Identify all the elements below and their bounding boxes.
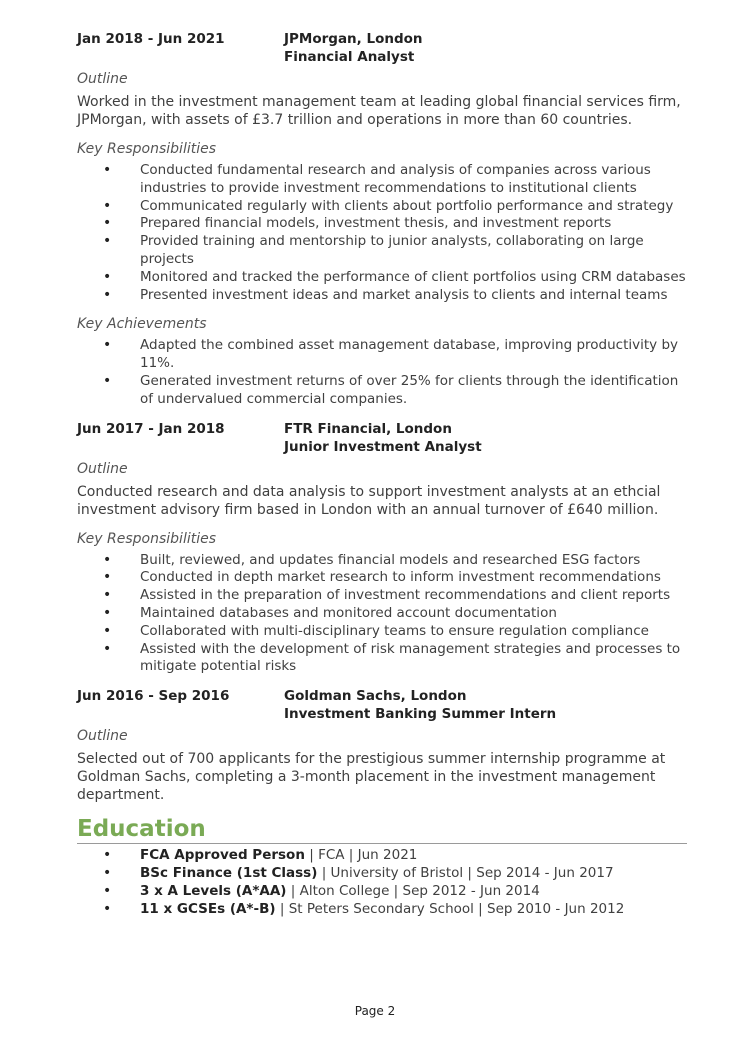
list-item: • Communicated regularly with clients about portfolio performance and strategy — [77, 198, 687, 216]
list-item: • Assisted with the development of risk management strategies and processes to mitigate potential risks — [77, 641, 687, 677]
list-item: • Provided training and mentorship to junior analysts, collaborating on large projects — [77, 233, 687, 269]
qualification-detail: | St Peters Secondary School | Sep 2010 - Jun 2012 — [275, 900, 625, 917]
qualification-name: 3 x A Levels (A*AA) — [140, 882, 287, 899]
job-entry — [77, 30, 687, 409]
list-item — [77, 847, 687, 865]
list-item: • Collaborated with multi-disciplinary teams to ensure regulation compliance — [77, 623, 687, 641]
job-employer: Goldman Sachs, London — [284, 688, 467, 705]
list-item: • Conducted in depth market research to inform investment recommendations — [77, 569, 687, 587]
list-item: • Monitored and tracked the performance of client portfolios using CRM databases — [77, 269, 687, 287]
cv-page — [77, 30, 687, 918]
qualification-name: 11 x GCSEs (A*-B) — [140, 900, 276, 917]
outline-text: Selected out of 700 applicants for the prestigious summer internship programme at Goldman Sachs, completing a 3-month placement in the investment management department. — [77, 751, 666, 804]
responsibilities-label: Key Responsibilities — [77, 141, 217, 157]
list-item: • Presented investment ideas and market analysis to clients and internal teams — [77, 287, 687, 305]
list-item — [77, 865, 687, 883]
outline-label: Outline — [77, 728, 128, 745]
outline-label: Outline — [77, 71, 128, 87]
education-list — [77, 847, 687, 918]
responsibilities-list — [77, 162, 687, 304]
job-dates: Jun 2016 - Sep 2016 — [77, 688, 230, 705]
list-item: • Built, reviewed, and updates financial models and researched ESG factors — [77, 552, 687, 570]
page-number: Page 2 — [354, 1004, 396, 1018]
job-dates: Jan 2018 - Jun 2021 — [77, 31, 225, 47]
qualification-name: BSc Finance (1st Class) — [140, 864, 318, 881]
list-item: • Conducted fundamental research and analysis of companies across various industries to provide investment recommendations to institutional clients — [77, 162, 687, 198]
job-employer: JPMorgan, London — [284, 31, 423, 47]
outline-text: Conducted research and data analysis to support investment analysts at an ethcial investment advisory firm based in London with an annual turnover of £640 million. — [77, 483, 661, 518]
list-item: • Adapted the combined asset management database, improving productivity by 11%. — [77, 337, 687, 373]
job-header — [77, 687, 687, 723]
job-header — [77, 30, 687, 66]
job-dates: Jun 2017 - Jan 2018 — [77, 420, 225, 437]
responsibilities-label: Key Responsibilities — [77, 530, 217, 547]
outline-text: Worked in the investment management team at leading global financial services firm, JPMorgan, with assets of £3.7 trillion and operations in more than 60 countries. — [77, 94, 681, 128]
qualification-name: FCA Approved Person — [140, 847, 305, 864]
job-employer: FTR Financial, London — [284, 420, 452, 437]
job-header — [77, 420, 687, 456]
list-item: • Maintained databases and monitored account documentation — [77, 605, 687, 623]
achievements-list — [77, 337, 687, 408]
outline-label: Outline — [77, 460, 128, 477]
list-item — [77, 883, 687, 901]
job-role: Financial Analyst — [284, 49, 415, 65]
list-item — [77, 901, 687, 919]
responsibilities-list — [77, 552, 687, 677]
list-item: • Generated investment returns of over 25% for clients through the identification of undervalued commercial companies. — [77, 373, 687, 409]
qualification-detail: | University of Bristol | Sep 2014 - Jun 2017 — [317, 864, 614, 881]
qualification-detail: | FCA | Jun 2021 — [304, 847, 418, 864]
job-role: Junior Investment Analyst — [284, 438, 482, 455]
job-role: Investment Banking Summer Intern — [284, 706, 557, 723]
qualification-detail: | Alton College | Sep 2012 - Jun 2014 — [286, 882, 540, 899]
list-item: • Prepared financial models, investment thesis, and investment reports — [77, 215, 687, 233]
list-item: • Assisted in the preparation of investment recommendations and client reports — [77, 587, 687, 605]
job-entry — [77, 687, 687, 804]
education-heading: Education — [77, 816, 687, 844]
achievements-label: Key Achievements — [77, 316, 207, 333]
job-entry — [77, 420, 687, 677]
